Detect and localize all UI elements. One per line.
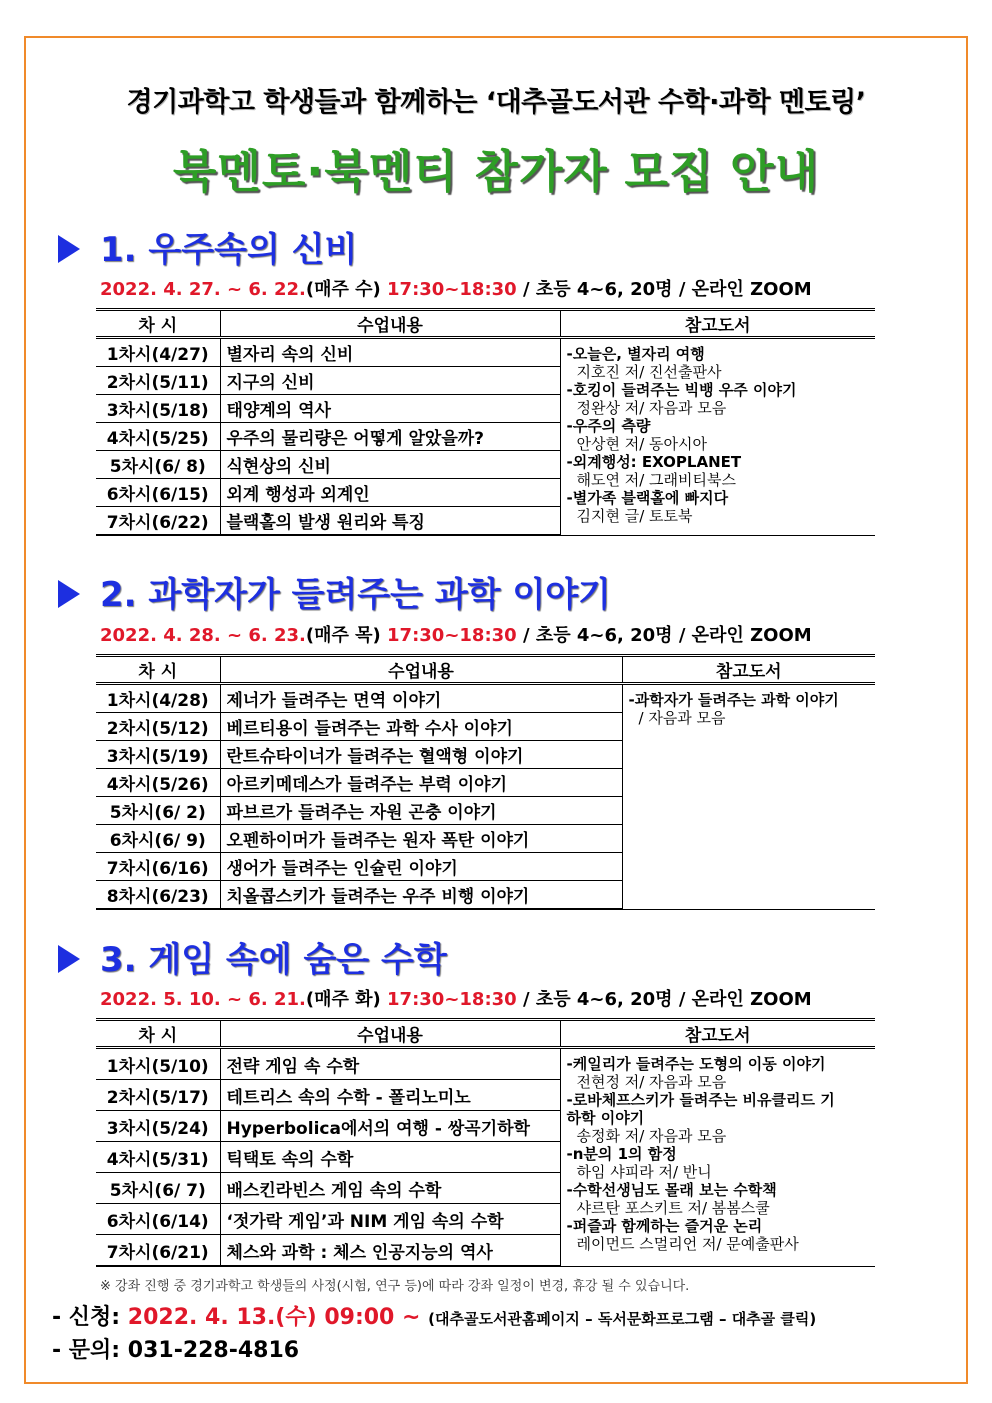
col-header-reference: 참고도서 <box>560 1020 875 1048</box>
table-row: 1차시(5/10) 전략 게임 속 수학 -케일리가 들려주는 도형의 이동 이야기 전현정 저/ 자음과 모음 -로바체프스키가 들려주는 비유클리드 기하학 이야기 송정화 저/ 자음과 모음 -n분의 1의 함정 하임 샤피라 저/ 반니 -수학선생님도 몰래 보는 수학책 샤르탄 포스키트 저/ 봄봄스쿨 -퍼즐과 함께하는 즐거운 논리 레이먼드 스멀리언 저/ 문예출판사 <box>96 1048 875 1080</box>
col-header-content: 수업내용 <box>220 1020 560 1048</box>
col-header-session: 차 시 <box>96 310 220 338</box>
reference-books: -오늘은, 별자리 여행 지호진 저/ 진선출판사 -호킹이 들려주는 빅뱅 우주 이야기 정완상 저/ 자음과 모음 -우주의 측량 안상현 저/ 동아시아 -외계행성: EXOPLANET 해도연 저/ 그래비티북스 -별가족 블랙홀에 빠지다 김지현 글/ 토토북 <box>560 338 875 536</box>
table-row: 3차시(5/19) 란트슈타이너가 들려주는 혈액형 이야기 <box>96 741 875 769</box>
session-table-3 <box>96 1018 875 1267</box>
table-row: 6차시(6/14) ‘젓가락 게임’과 NIM 게임 속의 수학 <box>96 1204 875 1235</box>
session-table-1 <box>96 308 875 536</box>
application-info: - 신청: 2022. 4. 13.(수) 09:00 ~ (대추골도서관홈페이지 – 독서문화프로그램 – 대추골 클릭) <box>52 1305 817 1330</box>
reference-books: -과학자가 들려주는 과학 이야기 / 자음과 모음 <box>622 684 875 910</box>
section-title-3: 3. 게임 속에 숨은 수학 <box>58 932 447 981</box>
page-subtitle: 북멘토·북멘티 참가자 모집 안내 <box>172 145 820 198</box>
table-row: 5차시(6/ 8) 식현상의 신비 <box>96 451 875 479</box>
section-schedule-1: 2022. 4. 27. ~ 6. 22.(매주 수) 17:30~18:30 / 초등 4~6, 20명 / 온라인 ZOOM <box>100 279 812 300</box>
table-row: 1차시(4/28) 제너가 들려주는 면역 이야기 -과학자가 들려주는 과학 이야기 / 자음과 모음 <box>96 684 875 713</box>
table-row: 4차시(5/26) 아르키메데스가 들려주는 부력 이야기 <box>96 769 875 797</box>
table-row: 7차시(6/16) 생어가 들려주는 인슐린 이야기 <box>96 853 875 881</box>
table-row: 3차시(5/18) 태양계의 역사 <box>96 395 875 423</box>
table-row: 4차시(5/25) 우주의 물리량은 어떻게 알았을까? <box>96 423 875 451</box>
triangle-arrow-icon <box>58 945 80 973</box>
table-row: 7차시(6/22) 블랙홀의 발생 원리와 특징 <box>96 507 875 536</box>
session-table-2 <box>96 654 875 910</box>
table-row: 5차시(6/ 2) 파브르가 들려주는 자원 곤충 이야기 <box>96 797 875 825</box>
col-header-session: 차 시 <box>96 656 220 684</box>
col-header-content: 수업내용 <box>220 310 560 338</box>
section-schedule-3: 2022. 5. 10. ~ 6. 21.(매주 화) 17:30~18:30 / 초등 4~6, 20명 / 온라인 ZOOM <box>100 989 812 1010</box>
table-row: 2차시(5/11) 지구의 신비 <box>96 367 875 395</box>
table-row: 8차시(6/23) 치올콥스키가 들려주는 우주 비행 이야기 <box>96 881 875 910</box>
schedule-change-note: ※ 강좌 진행 중 경기과학고 학생들의 사정(시험, 연구 등)에 따라 강좌 일정이 변경, 휴강 될 수 있습니다. <box>100 1279 690 1294</box>
col-header-reference: 참고도서 <box>622 656 875 684</box>
page-title: 경기과학고 학생들과 함께하는 ‘대추골도서관 수학·과학 멘토링’ <box>126 87 866 118</box>
table-row: 2차시(5/17) 테트리스 속의 수학 - 폴리노미노 <box>96 1080 875 1111</box>
table-row: 6차시(6/ 9) 오펜하이머가 들려주는 원자 폭탄 이야기 <box>96 825 875 853</box>
col-header-reference: 참고도서 <box>560 310 875 338</box>
reference-books: -케일리가 들려주는 도형의 이동 이야기 전현정 저/ 자음과 모음 -로바체프스키가 들려주는 비유클리드 기하학 이야기 송정화 저/ 자음과 모음 -n분의 1의 함정 하임 샤피라 저/ 반니 -수학선생님도 몰래 보는 수학책 샤르탄 포스키트 저/ 봄봄스쿨 -퍼즐과 함께하는 즐거운 논리 레이먼드 스멀리언 저/ 문예출판사 <box>560 1048 875 1267</box>
section-title-2: 2. 과학자가 들려주는 과학 이야기 <box>58 567 611 616</box>
table-row: 7차시(6/21) 체스와 과학 : 체스 인공지능의 역사 <box>96 1235 875 1267</box>
section-schedule-2: 2022. 4. 28. ~ 6. 23.(매주 목) 17:30~18:30 / 초등 4~6, 20명 / 온라인 ZOOM <box>100 625 812 646</box>
col-header-content: 수업내용 <box>220 656 622 684</box>
table-row: 3차시(5/24) Hyperbolica에서의 여행 - 쌍곡기하학 <box>96 1111 875 1142</box>
table-row: 1차시(4/27) 별자리 속의 신비 -오늘은, 별자리 여행 지호진 저/ 진선출판사 -호킹이 들려주는 빅뱅 우주 이야기 정완상 저/ 자음과 모음 -우주의 측량 안상현 저/ 동아시아 -외계행성: EXOPLANET 해도연 저/ 그래비티북스 -별가족 블랙홀에 빠지다 김지현 글/ 토토북 <box>96 338 875 367</box>
contact-info: - 문의: 031-228-4816 <box>52 1338 300 1363</box>
table-row: 2차시(5/12) 베르티용이 들려주는 과학 수사 이야기 <box>96 713 875 741</box>
triangle-arrow-icon <box>58 235 80 263</box>
table-row: 6차시(6/15) 외계 행성과 외계인 <box>96 479 875 507</box>
triangle-arrow-icon <box>58 580 80 608</box>
table-row: 5차시(6/ 7) 배스킨라빈스 게임 속의 수학 <box>96 1173 875 1204</box>
table-row: 4차시(5/31) 틱택토 속의 수학 <box>96 1142 875 1173</box>
col-header-session: 차 시 <box>96 1020 220 1048</box>
section-title-1: 1. 우주속의 신비 <box>58 222 357 271</box>
